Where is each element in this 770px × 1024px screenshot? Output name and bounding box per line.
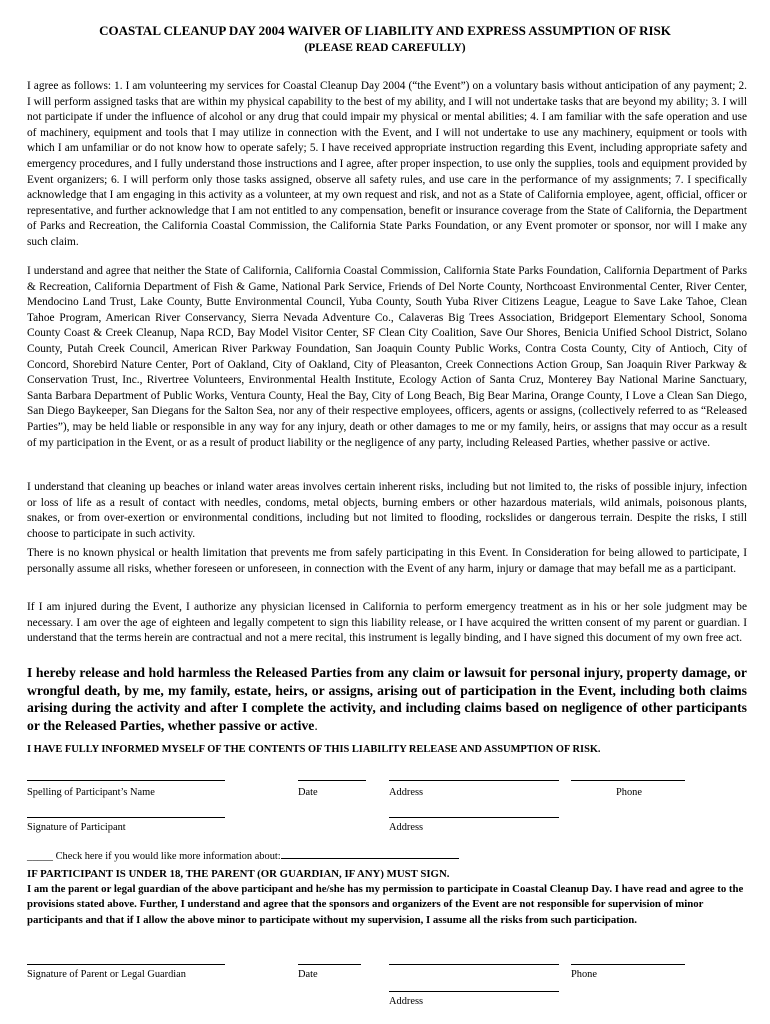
participant-address-field[interactable]: [389, 780, 559, 781]
page-title: COASTAL CLEANUP DAY 2004 WAIVER OF LIABILITY AND EXPRESS ASSUMPTION OF RISK: [99, 23, 671, 38]
address-label: Address: [389, 787, 424, 798]
participant-name-field[interactable]: [27, 780, 225, 781]
participant-name-label: Spelling of Participant’s Name: [27, 787, 155, 798]
participant-date-field[interactable]: [298, 780, 366, 781]
guardian-address-field[interactable]: [389, 964, 559, 965]
terms-paragraph-1: I agree as follows: 1. I am volunteering my services for Coastal Cleanup Day 2004 (“the Event”) on a voluntary basis without anticipation of any payment; 2. I will perform assigned tasks that are within my physical capability to the best of my ability, and I will not undertake tasks that are beyond my ability; 3. I will not participate if under the influence of alcohol or any drug that could impair my physical or mental abilities; 4. I am familiar with the safe operation and use of machinery, equipment and tools that I may utilize in connection with the Event, and I will not undertake to use any machinery, equipment or tools with which I am unfamiliar or do not know how to operate safely; 5. I have received appropriate instruction regarding this Event, including appropriate safety and emergency procedures, and I fully understand those instructions and I agree, after proper inspection, to use only the supplies, tools and equipment provided by Event organizers; 6. I will perform only those tasks assigned, observe all safety rules, and use care in the performance of my assignments; 7. I specifically acknowledge that I am engaging in this activity as a volunteer, at my own request and risk, and not as a State of California employee, agent, official, officer or representative, and further acknowledge that I am not entitled to any compensation, benefit or insurance coverage from the State of California, the Department of Parks and Recreation, the California Coastal Commission, the California State Parks Foundation, or any Event promoter or sponsor, nor will I make any such claim.: [27, 80, 747, 248]
release-statement-period: .: [314, 717, 318, 733]
released-parties-paragraph: I understand and agree that neither the State of California, California Coastal Commission, California State Parks Foundation, California Department of Parks & Recreation, California Department of Fish & Game, National Park Service, Friends of Del Norte County, Northcoast Environmental Center, River Center, Mendocino Land Trust, Lake County, Butte Environmental Council, Yuba County, South Yuba River Citizens League, League to Save Lake Tahoe, Clean Tahoe Program, American River Conservancy, Sierra Nevada Adventure Co., Calaveras Big Trees Association, Bridgeport Elementary School, Sonoma County Coast & Creek Cleanup, Napa RCD, Bay Model Visitor Center, SF Clean City Coalition, Save Our Shores, Benicia Unified School District, Solano County, Putah Creek Council, American River Parkway Foundation, San Joaquin County Public Works, Contra Costa County, City of Antioch, City of Concord, Shorebird Nature Center, Port of Oakland, City of Oakland, City of Pleasanton, Creek Connections Action Group, San Joaquin River Parkway & Conservation Trust, Inc., Rivertree Volunteers, Environmental Health Institute, Ecology Action of Santa Cruz, Monterey Bay National Marine Sanctuary, Santa Barbara Department of Public Works, Ventura County, Heal the Bay, City of Long Beach, Big Bear Marina, Orange County, I Love a Clean San Diego, San Diego Baykeeper, San Diegans for the Salton Sea, nor any of their respective employees, officers, agents or assigns, (collectively referred to as “Released Parties”), may be held liable or responsible in any way for any injury, death or other damages to me or my family, heirs, or assigns that may occur as a result of my participation in the Event, or as a result of product liability or the negligence of any party, including Released Parties, whether passive or active.: [27, 265, 747, 449]
guardian-date-field[interactable]: [298, 964, 361, 965]
release-statement-text: I hereby release and hold harmless the Released Parties from any claim or lawsuit for personal injury, property damage, or wrongful death, by me, my family, estate, heirs, or assigns, arising out of participation in the Event, including both claims arising during the activity and after I complete the activity, and including claims based on negligence of other participants or the Released Parties, whether passive or active: [27, 665, 747, 733]
guardian-address-line[interactable]: [389, 991, 559, 992]
informed-statement: I HAVE FULLY INFORMED MYSELF OF THE CONTENTS OF THIS LIABILITY RELEASE AND ASSUMPTION OF RISK.: [27, 744, 601, 755]
page-subtitle: (PLEASE READ CAREFULLY): [304, 42, 466, 54]
inherent-risks-paragraph: I understand that cleaning up beaches or inland water areas involves certain inherent risks, including but not limited to, the risks of possible injury, infection or loss of life as a result of contact with needles, condoms, metal objects, burning embers or other hazardous materials, wild animals, poisonous plants, snakes, or from over-exertion or environmental conditions, including but not limited to flooding, rockslides or dangerous terrain. Despite the risks, I still choose to participate in such activity.: [27, 481, 747, 540]
guardian-signature-label: Signature of Parent or Legal Guardian: [27, 969, 186, 980]
more-info-label: Check here if you would like more information about:: [55, 851, 281, 862]
more-info-field[interactable]: [281, 848, 459, 859]
participant-phone-field[interactable]: [571, 780, 685, 781]
release-statement: [27, 664, 747, 734]
guardian-date-label: Date: [298, 969, 318, 980]
guardian-signature-field[interactable]: [27, 964, 225, 965]
participant-signature-field[interactable]: [27, 817, 225, 818]
minor-section: [27, 867, 747, 928]
address2-label: Address: [389, 822, 424, 833]
guardian-phone-label: Phone: [571, 969, 597, 980]
guardian-phone-field[interactable]: [571, 964, 685, 965]
participant-signature-label: Signature of Participant: [27, 822, 126, 833]
health-limitation-paragraph: There is no known physical or health limitation that prevents me from safely participating in this Event. In Consideration for being allowed to participate, I personally assume all risks, whether foreseen or unforeseen, in connection with the Event of any harm, injury or damage that may befall me as a participant.: [27, 547, 747, 575]
date-label: Date: [298, 787, 318, 798]
minor-heading: IF PARTICIPANT IS UNDER 18, THE PARENT (OR GUARDIAN, IF ANY) MUST SIGN.: [27, 868, 450, 880]
more-info-checkbox[interactable]: _____: [27, 851, 53, 862]
phone-label: Phone: [616, 787, 642, 798]
medical-authorization-paragraph: If I am injured during the Event, I authorize any physician licensed in California to perform emergency treatment as in his or her sole judgment may be necessary. I am over the age of eighteen and legally competent to sign this liability release, or I have acquired the written consent of my parent or guardian. I understand that the terms herein are contractual and not a mere recital, this instrument is legally binding, and I have signed this document of my own free act.: [27, 601, 747, 645]
participant-address2-field[interactable]: [389, 817, 559, 818]
more-info-checkline: [27, 848, 459, 863]
guardian-address-label: Address: [389, 996, 424, 1007]
minor-consent-text: I am the parent or legal guardian of the above participant and he/she has my permission to participate in Coastal Cleanup Day. I have read and agree to the provisions stated above. Further, I understand and agree that the sponsors and organizers of the Event are not responsible for supervision of minor participants and that if I allow the above minor to participate without my supervision, I assume all the risks from such participation.: [27, 883, 744, 926]
